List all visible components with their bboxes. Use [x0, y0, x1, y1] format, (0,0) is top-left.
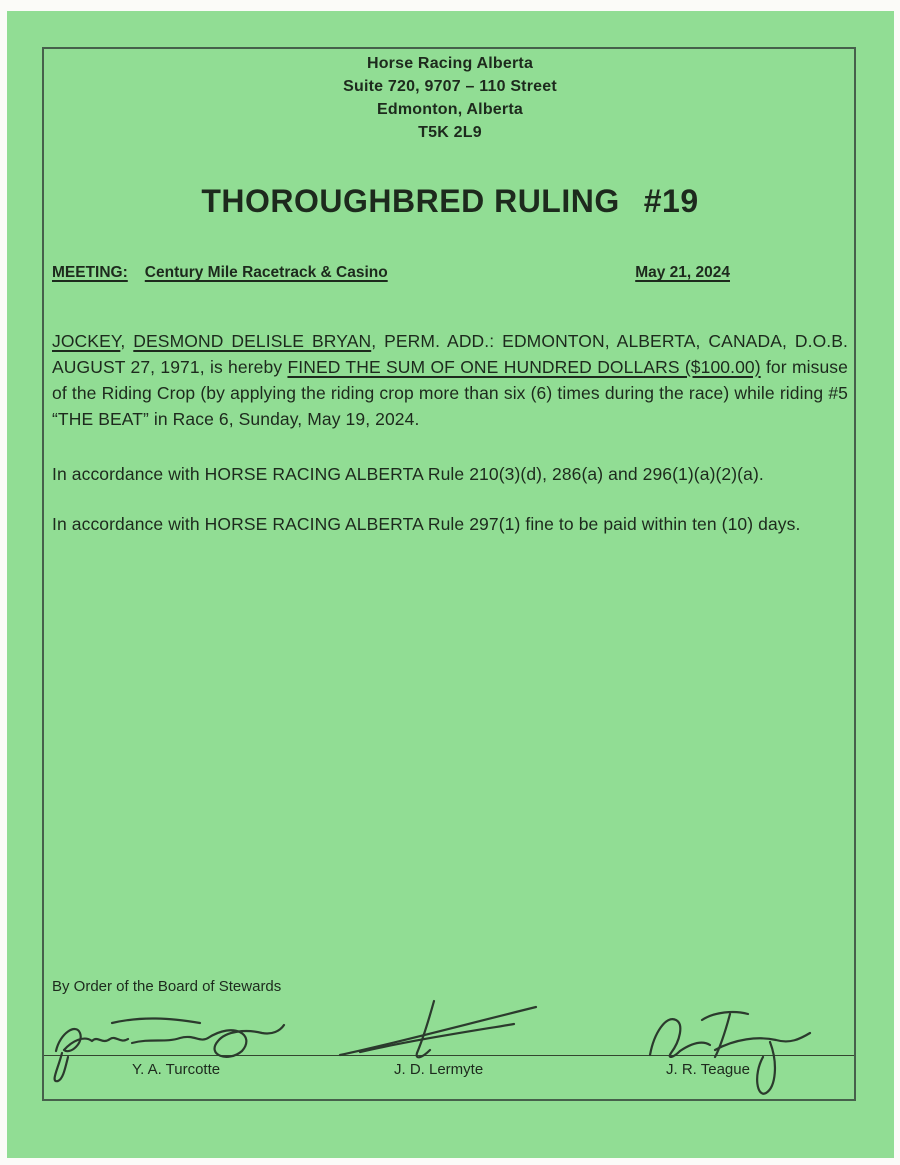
teague-signature	[642, 1003, 818, 1105]
rule-reference-2: In accordance with HORSE RACING ALBERTA Rule 297(1) fine to be paid within ten (10) days.	[52, 514, 801, 534]
org-name: Horse Racing Alberta	[366, 55, 534, 72]
ruling-penalty: FINED THE SUM OF ONE HUNDRED DOLLARS ($100.00)	[287, 357, 761, 377]
page-border-frame	[42, 47, 856, 1101]
org-postal-code: T5K 2L9	[418, 124, 482, 141]
ruling-paragraph: JOCKEY, DESMOND DELISLE BRYAN, PERM. ADD.: EDMONTON, ALBERTA, CANADA, D.O.B. AUGUST 27, 1971, is hereby FINED THE SUM OF ONE HUNDRED DOLLARS ($100.00) for misuse of the Riding Crop (by applying the riding crop more than six (6) times during the race) while riding #5 “THE BEAT” in Race 6, Sunday, May 19, 2024.	[52, 331, 848, 429]
signatory-name-teague: J. R. Teague	[666, 1061, 750, 1078]
org-city: Edmonton, Alberta	[377, 101, 523, 118]
ruling-subject-name: DESMOND DELISLE BRYAN	[133, 331, 372, 351]
signatory-name-lermyte: J. D. Lermyte	[394, 1061, 484, 1078]
ruling-subject-role: JOCKEY	[52, 331, 121, 351]
document-title-text: THOROUGHBRED RULING	[201, 183, 620, 219]
document-page	[7, 11, 894, 1158]
org-address: Suite 720, 9707 – 110 Street	[343, 78, 557, 95]
meeting-venue: Century Mile Racetrack & Casino	[144, 264, 388, 281]
turcotte-signature	[50, 1011, 286, 1107]
ruling-number: #19	[643, 183, 699, 219]
rule-reference-1: In accordance with HORSE RACING ALBERTA Rule 210(3)(d), 286(a) and 296(1)(a)(2)(a).	[52, 464, 764, 484]
document-title	[52, 182, 848, 220]
meeting-row	[52, 262, 848, 283]
meeting-label: MEETING:	[52, 264, 128, 281]
signatory-name-turcotte: Y. A. Turcotte	[132, 1061, 221, 1078]
board-order-text: By Order of the Board of Stewards	[52, 978, 282, 995]
meeting-date: May 21, 2024	[635, 264, 730, 281]
letterhead	[52, 52, 848, 144]
